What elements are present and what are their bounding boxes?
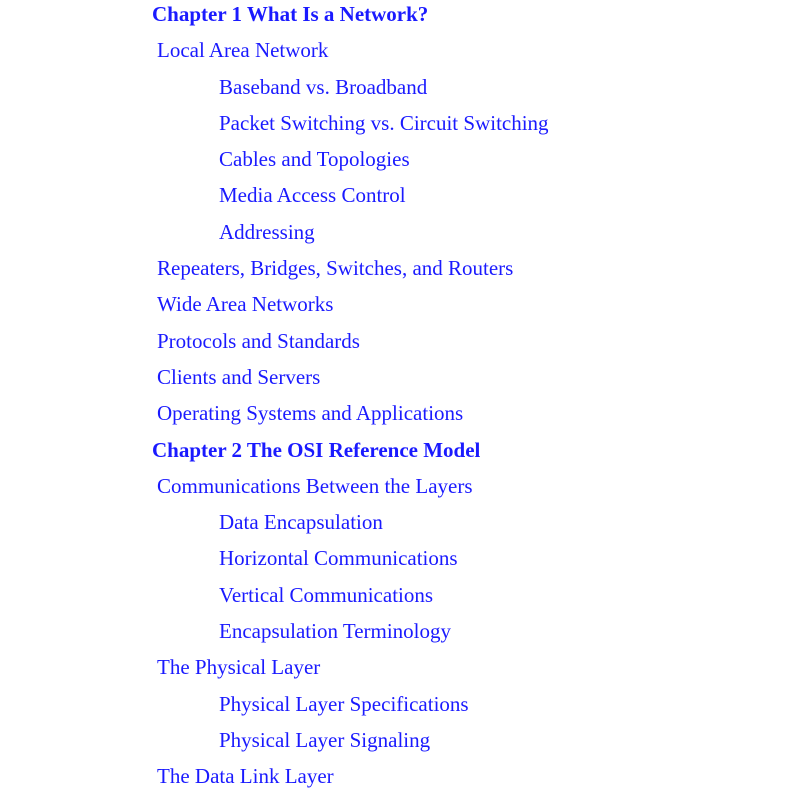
toc-link-repeaters-bridges[interactable]: Repeaters, Bridges, Switches, and Routers <box>157 256 514 280</box>
toc-link-vertical-communications[interactable]: Vertical Communications <box>219 583 434 607</box>
toc-link-encapsulation-terminology[interactable]: Encapsulation Terminology <box>219 619 452 643</box>
toc-link-chapter-2[interactable]: Chapter 2 The OSI Reference Model <box>152 438 481 462</box>
toc-link-horizontal-communications[interactable]: Horizontal Communications <box>219 546 458 570</box>
toc-link-data-encapsulation[interactable]: Data Encapsulation <box>219 510 383 534</box>
toc-link-addressing[interactable]: Addressing <box>219 220 315 244</box>
toc-link-local-area-network[interactable]: Local Area Network <box>157 38 329 62</box>
toc-link-chapter-1[interactable]: Chapter 1 What Is a Network? <box>152 2 429 26</box>
toc-link-baseband-vs-broadband[interactable]: Baseband vs. Broadband <box>219 75 428 99</box>
toc-link-operating-systems[interactable]: Operating Systems and Applications <box>157 401 464 425</box>
toc-link-physical-layer-signaling[interactable]: Physical Layer Signaling <box>219 728 431 752</box>
toc-link-physical-layer[interactable]: The Physical Layer <box>157 655 321 679</box>
toc-link-media-access-control[interactable]: Media Access Control <box>219 183 406 207</box>
toc-link-packet-switching[interactable]: Packet Switching vs. Circuit Switching <box>219 111 549 135</box>
toc-link-data-link-layer[interactable]: The Data Link Layer <box>157 764 334 788</box>
toc-link-protocols-and-standards[interactable]: Protocols and Standards <box>157 329 360 353</box>
toc-link-communications-between-layers[interactable]: Communications Between the Layers <box>157 474 473 498</box>
toc-link-wide-area-networks[interactable]: Wide Area Networks <box>157 292 334 316</box>
toc-link-cables-and-topologies[interactable]: Cables and Topologies <box>219 147 410 171</box>
toc-link-clients-and-servers[interactable]: Clients and Servers <box>157 365 321 389</box>
toc-link-physical-layer-specifications[interactable]: Physical Layer Specifications <box>219 692 469 716</box>
